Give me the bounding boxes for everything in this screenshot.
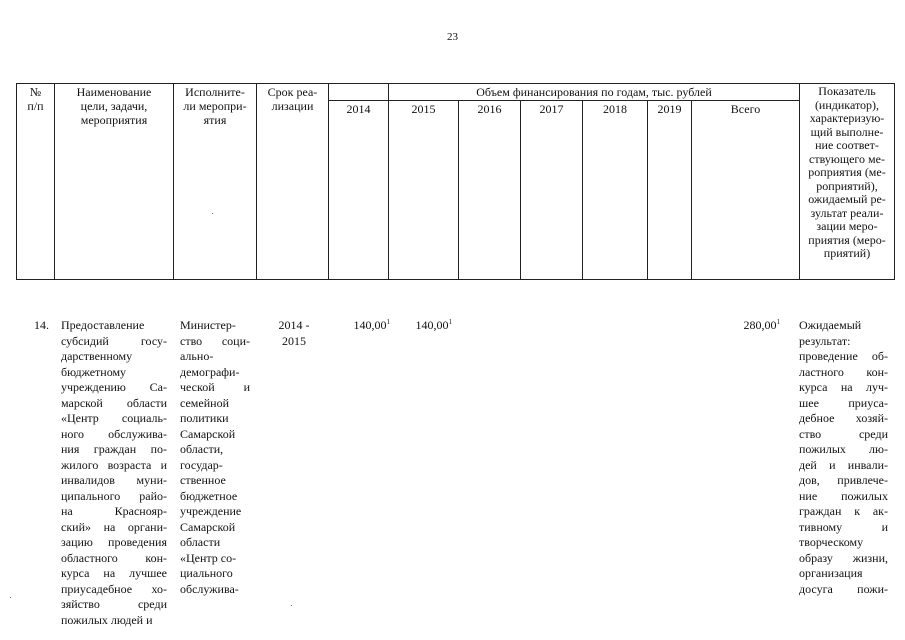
header-blank-cell xyxy=(329,84,389,101)
row-executor: Министер- ство соци- ально- демографи- ческой и семейной политики Самарской области, государ- ственное бюджетное учреждение Самарской области «Центр со- циального обслужива- xyxy=(180,318,250,596)
header-col-term: Срок реа- лизации xyxy=(257,84,329,280)
header-year-2016: 2016 xyxy=(459,101,521,280)
scan-speck xyxy=(212,213,213,214)
row-number: 14. xyxy=(34,318,49,332)
footnote-mark: 1 xyxy=(448,318,452,326)
row-value-total: 280,00$^1$ xyxy=(743,318,780,332)
footnote-mark: 1 xyxy=(386,318,390,326)
header-col-name: Наименование цели, задачи, мероприятия xyxy=(55,84,174,280)
row-value-2015: 140,00$^1$ xyxy=(415,318,452,332)
header-year-2019: 2019 xyxy=(648,101,692,280)
scan-speck xyxy=(10,597,11,598)
header-year-2015: 2015 xyxy=(389,101,459,280)
header-col-executor: Исполните- ли меропри- ятия xyxy=(174,84,257,280)
header-funding-title: Объем финансирования по годам, тыс. рублей xyxy=(389,84,800,101)
row-name: Предоставление субсидий госу- дарственному бюджетному учреждению Са- марской области «Центр социаль- ного обслужива- ния граждан по- жилого возраста и инвалидов муни- ципального райо- на Краснояр- ский» на органи- зацию проведения областного кон- курса на лучшее приусадебное хо- зяйство среди пожилых людей и xyxy=(61,318,167,627)
row-value-2014: 140,00$^1$ xyxy=(353,318,390,332)
header-year-2014: 2014 xyxy=(329,101,389,280)
header-year-2017: 2017 xyxy=(521,101,583,280)
header-table xyxy=(16,83,895,280)
header-col-number: № п/п xyxy=(17,84,55,280)
row-term: 2014 - 2015 xyxy=(278,318,310,348)
header-total: Всего xyxy=(692,101,800,280)
row-result: Ожидаемый результат: проведение об- ластного кон- курса на луч- шее приуса- дебное хозяй- ство среди пожилых лю- дей и инвали- дов, привлече- ние пожилых граждан к ак- тивному и творческому образу жизни, организация досуга пожи- xyxy=(799,318,888,596)
header-col-indicator: Показатель (индикатор), характеризую- щий выполне- ние соответ- ствующего ме- роприятия (ме- роприятий), ожидаемый ре- зультат реали- зации меро- приятия (меро- приятий) xyxy=(800,84,895,280)
scan-speck xyxy=(291,605,292,606)
header-year-2018: 2018 xyxy=(583,101,648,280)
footnote-mark: 1 xyxy=(776,318,780,326)
page-number: 23 xyxy=(447,31,458,43)
